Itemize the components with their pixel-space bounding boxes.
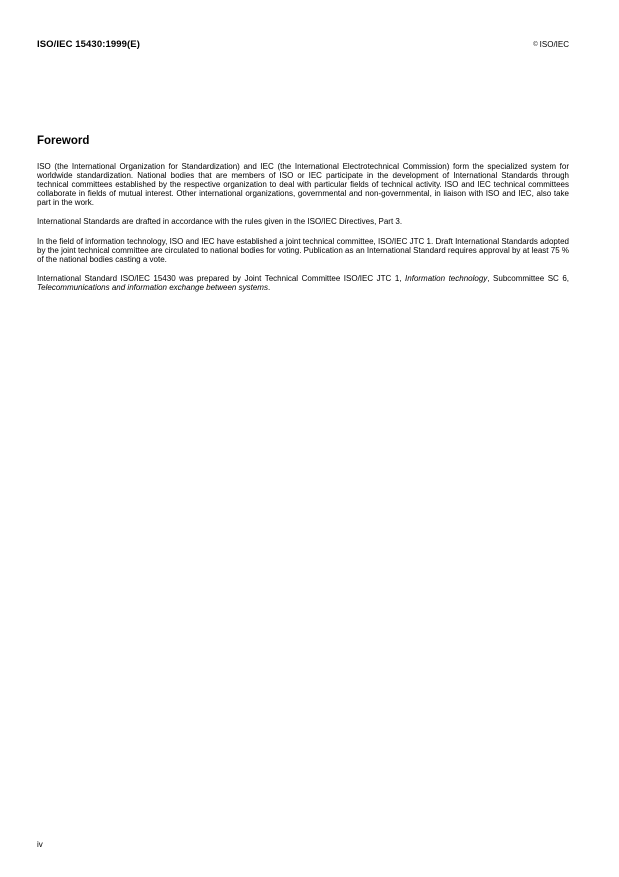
subcommittee-name: Telecommunications and information exchange between systems (37, 282, 268, 292)
committee-name: Information technology (405, 273, 488, 283)
copyright-owner: ISO/IEC (539, 40, 569, 49)
paragraph-preparation (37, 274, 569, 292)
standard-identifier: ISO/IEC 15430:1999(E) (37, 39, 140, 50)
preparation-lead: International Standard ISO/IEC 15430 was prepared by Joint Technical Committee ISO/IEC JTC 1, (37, 273, 406, 283)
paragraph-jtc1: In the field of information technology, ISO and IEC have established a joint technical committee, ISO/IEC JTC 1. Draft International Standards adopted by the joint technical committee are circulated to national bodies for voting. Publication as an International Standard requires approval by at least 75 % of the national bodies casting a vote. (37, 236, 569, 264)
section-title: Foreword (37, 135, 90, 147)
paragraph-directives: International Standards are drafted in accordance with the rules given in the ISO/IEC Directives, Part 3. (37, 217, 403, 227)
page-number: iv (37, 840, 43, 849)
preparation-end: . (267, 282, 271, 292)
copyright-notice (533, 40, 569, 49)
copyright-icon: © (533, 42, 538, 48)
foreword-body (37, 162, 569, 302)
preparation-middle: , Subcommittee SC 6, (487, 273, 570, 283)
paragraph-organizations: ISO (the International Organization for Standardization) and IEC (the International Electrotechnical Commission) form the specialized system for worldwide standardization. National bodies that are members of ISO or IEC participate in the development of International Standards through technical committees established by the respective organization to deal with particular fields of technical activity. ISO and IEC technical committees collaborate in fields of mutual interest. Other international organizations, governmental and non-governmental, in liaison with ISO and IEC, also take part in the work. (37, 162, 569, 208)
